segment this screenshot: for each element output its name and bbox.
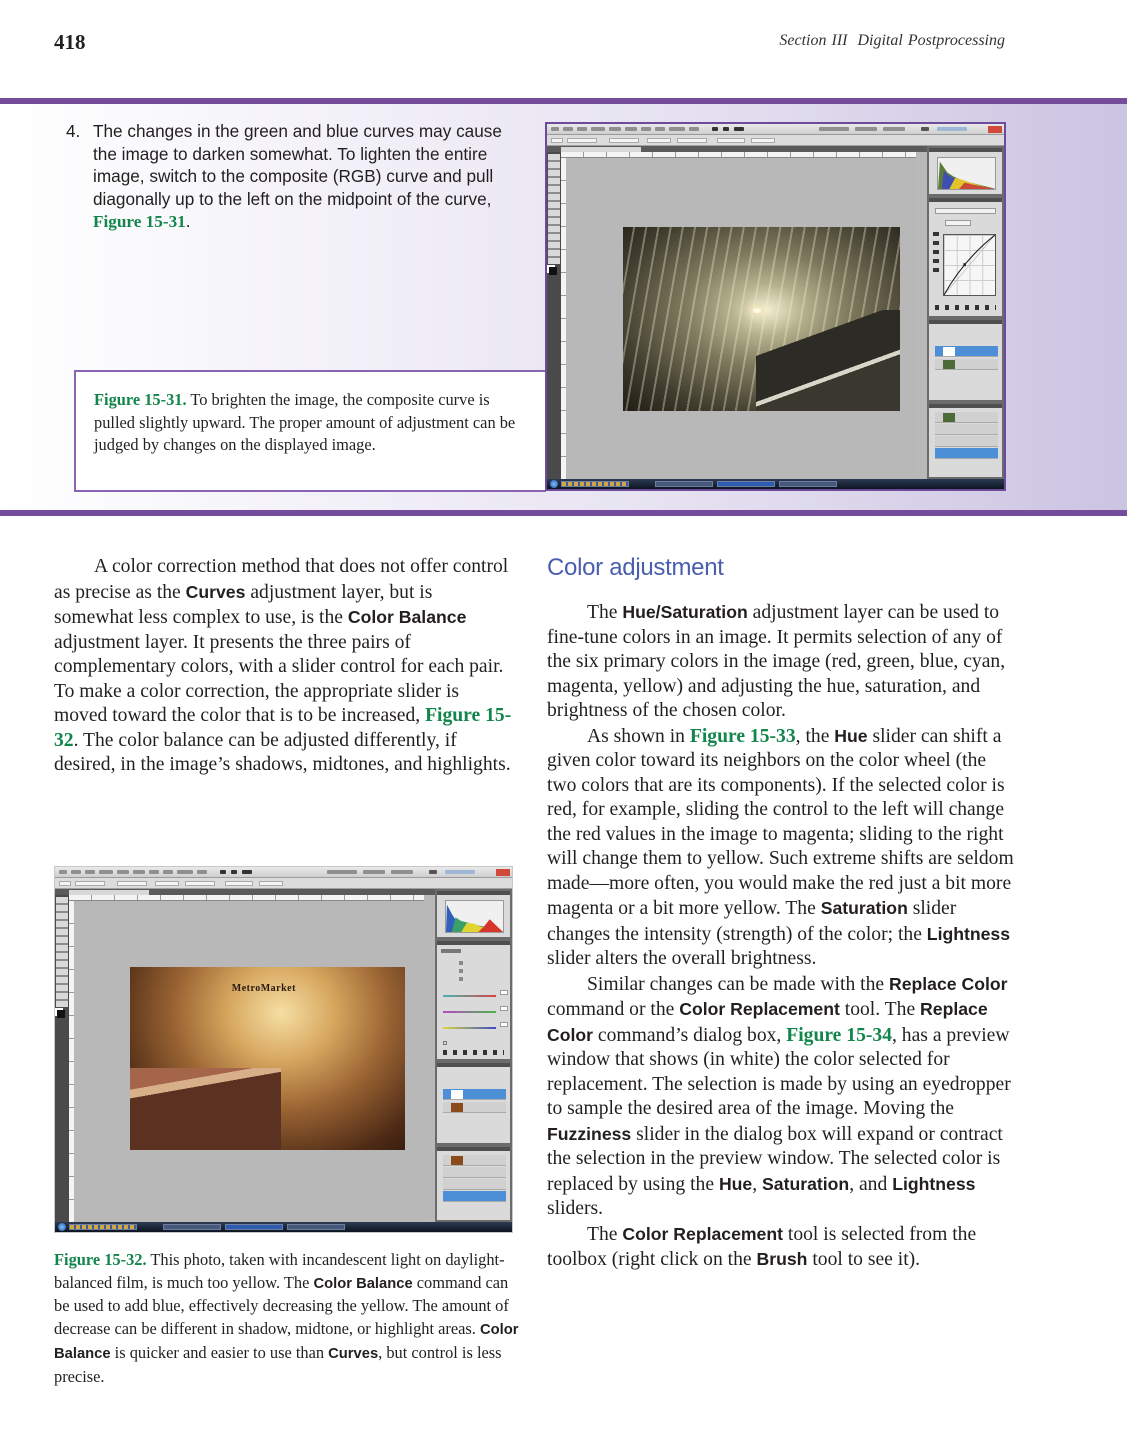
curves-panel: [929, 198, 1002, 316]
right-column: [547, 600, 1017, 1273]
close-icon[interactable]: [988, 126, 1002, 133]
paragraph: A color correction method that does not offer control as precise as the Curves adjustment layer, but is somewhat less complex to use, is the Color Balance adjustment layer. It presents the three pairs of complementary colors, with a slider control for each pair. To make a color correction, the appropriate slider is moved toward the color that is to be increased, Figure 15-32. The color balance can be adjusted differently, if desired, in the image’s shadows, midtones, and highlights.: [54, 556, 512, 775]
taskbar-button-active[interactable]: [717, 481, 775, 487]
panel-footer-icons[interactable]: [935, 305, 996, 310]
figure-15-31-caption: Figure 15-31. To brighten the image, the composite curve is pulled slightly upward. The proper amount of adjustment can be judged by changes on the displayed image.: [74, 370, 546, 492]
figure-label: Figure 15-32.: [54, 1250, 147, 1269]
left-column: [54, 555, 514, 778]
history-snapshot[interactable]: [443, 1155, 506, 1166]
color-balance-panel: [437, 941, 510, 1059]
curve-graph[interactable]: [943, 234, 996, 296]
band-rule-top: [0, 98, 1127, 104]
figure-reference[interactable]: Figure 15-34: [786, 1024, 892, 1046]
subway-photo: [623, 227, 900, 411]
market-photo: [130, 967, 405, 1150]
figure-15-31-screenshot: [545, 122, 1006, 491]
histogram-panel: [437, 891, 510, 937]
preset-dropdown[interactable]: [935, 208, 996, 214]
start-button-icon[interactable]: [550, 480, 558, 488]
tool-icons[interactable]: [56, 897, 68, 1007]
taskbar-button[interactable]: [163, 1224, 221, 1230]
layer-row-color-balance[interactable]: [443, 1089, 506, 1100]
tool-icons[interactable]: [548, 154, 560, 264]
market-sign: MetroMarket: [231, 983, 296, 995]
step-text: The changes in the green and blue curves may cause the image to darken somewhat. To lighten the entire image, switch to the composite (RGB) curve and pull diagonally up to the left on the midpoint of the curve, Figure 15-31.: [93, 121, 502, 232]
cyan-red-value[interactable]: [500, 990, 508, 995]
ps-canvas: [566, 158, 916, 479]
ps-panel-dock: [927, 146, 1004, 479]
layer-row-background[interactable]: [935, 359, 998, 370]
color-swatch-icon[interactable]: [57, 1010, 65, 1018]
channel-dropdown[interactable]: [945, 220, 971, 226]
ps-options-bar: [55, 878, 512, 889]
layers-panel: [929, 320, 1002, 400]
color-swatch-icon[interactable]: [549, 267, 557, 275]
figure-15-32-screenshot: [54, 866, 513, 1233]
figure-reference[interactable]: Figure 15-32: [54, 705, 512, 751]
history-panel: [929, 404, 1002, 477]
taskbar-button[interactable]: [779, 481, 837, 487]
magenta-green-value[interactable]: [500, 1006, 508, 1011]
preserve-luminosity-checkbox[interactable]: [443, 1041, 447, 1045]
history-step[interactable]: [935, 436, 998, 447]
history-snapshot[interactable]: [935, 412, 998, 423]
history-step-current[interactable]: [935, 448, 998, 459]
figure-reference[interactable]: Figure 15-31: [93, 212, 186, 232]
page-number: 418: [54, 30, 86, 54]
magenta-green-slider[interactable]: [443, 1011, 496, 1013]
windows-taskbar: [55, 1222, 512, 1232]
figure-label: Figure 15-31.: [94, 390, 187, 409]
paragraph: The Hue/Saturation adjustment layer can be used to fine-tune colors in an image. It permits selection of any of the six primary colors in the image (red, green, blue, cyan, magenta, yellow) and adjusting the hue, saturation, and brightness of the chosen color.: [547, 602, 1006, 721]
history-step[interactable]: [443, 1179, 506, 1190]
paragraph: Similar changes can be made with the Replace Color command or the Color Replacement tool. The Replace Color command’s dialog box, Figure 15-34, has a preview window that shows (in white) the color selected for replacement. The selection is made by using an eyedropper to sample the desired area of the image. Moving the Fuzziness slider in the dialog box will expand or contract the selection in the preview window. The selected color is replaced by using the Hue, Saturation, and Lightness sliders.: [547, 973, 1011, 1219]
paragraph: The Color Replacement tool is selected from the toolbox (right click on the Brush tool to see it).: [547, 1223, 977, 1270]
histogram-panel: [929, 148, 1002, 194]
tone-radio-buttons[interactable]: [459, 961, 463, 983]
ps-toolbox: [55, 895, 69, 1222]
history-step[interactable]: [935, 424, 998, 435]
cyan-red-slider[interactable]: [443, 995, 496, 997]
history-step[interactable]: [443, 1167, 506, 1178]
section-label: Section III: [779, 32, 848, 49]
start-button-icon[interactable]: [58, 1223, 66, 1231]
histogram-graph: [445, 900, 504, 933]
paragraph: As shown in Figure 15-33, the Hue slider can shift a given color toward its neighbors on the color wheel (the two colors that are its components). If the selected color is red, for example, sliding the control to the left will change the red values in the image to magenta; sliding to the right will change them to yellow. Such extreme shifts are seldom made—more often, you would make the red just a bit more magenta or a bit more yellow. The Saturation slider changes the intensity (strength) of the color; the Lightness slider alters the overall brightness.: [547, 725, 1014, 969]
eyedropper-icons[interactable]: [933, 232, 939, 272]
layers-panel: [437, 1063, 510, 1143]
ps-options-bar: [547, 135, 1004, 146]
taskbar-button-active[interactable]: [225, 1224, 283, 1230]
ps-toolbox: [547, 152, 561, 479]
taskbar-button[interactable]: [287, 1224, 345, 1230]
ps-menubar: [55, 867, 512, 878]
histogram-graph: [937, 157, 996, 190]
panel-footer-icons[interactable]: [443, 1050, 504, 1055]
history-panel: [437, 1147, 510, 1220]
step-4: [66, 120, 516, 234]
ps-panel-dock: [435, 889, 512, 1222]
windows-taskbar: [547, 479, 1004, 489]
yellow-blue-value[interactable]: [500, 1022, 508, 1027]
ps-canvas: [74, 901, 424, 1222]
figure-reference[interactable]: Figure 15-33: [689, 725, 796, 747]
step-number: 4.: [66, 121, 81, 141]
figure-15-32-caption: Figure 15-32. This photo, taken with incandescent light on daylight-balanced film, is much too yellow. The Color Balance command can be used to add blue, effectively decreasing the yellow. The amount of decrease can be different in shadow, midtone, or highlight areas. Color Balance is quicker and easier to use than Curves, but control is less precise.: [54, 1250, 519, 1386]
running-head: [779, 32, 1005, 50]
band-rule-bottom: [0, 510, 1127, 516]
history-step-current[interactable]: [443, 1191, 506, 1202]
chapter-title: Digital Postprocessing: [857, 32, 1005, 49]
layer-row-background[interactable]: [443, 1102, 506, 1113]
yellow-blue-slider[interactable]: [443, 1027, 496, 1029]
quick-launch-icons[interactable]: [561, 481, 629, 487]
ps-menubar: [547, 124, 1004, 135]
close-icon[interactable]: [496, 869, 510, 876]
quick-launch-icons[interactable]: [69, 1224, 137, 1230]
section-heading: Color adjustment: [547, 554, 724, 581]
taskbar-button[interactable]: [655, 481, 713, 487]
layer-row-curves[interactable]: [935, 346, 998, 357]
